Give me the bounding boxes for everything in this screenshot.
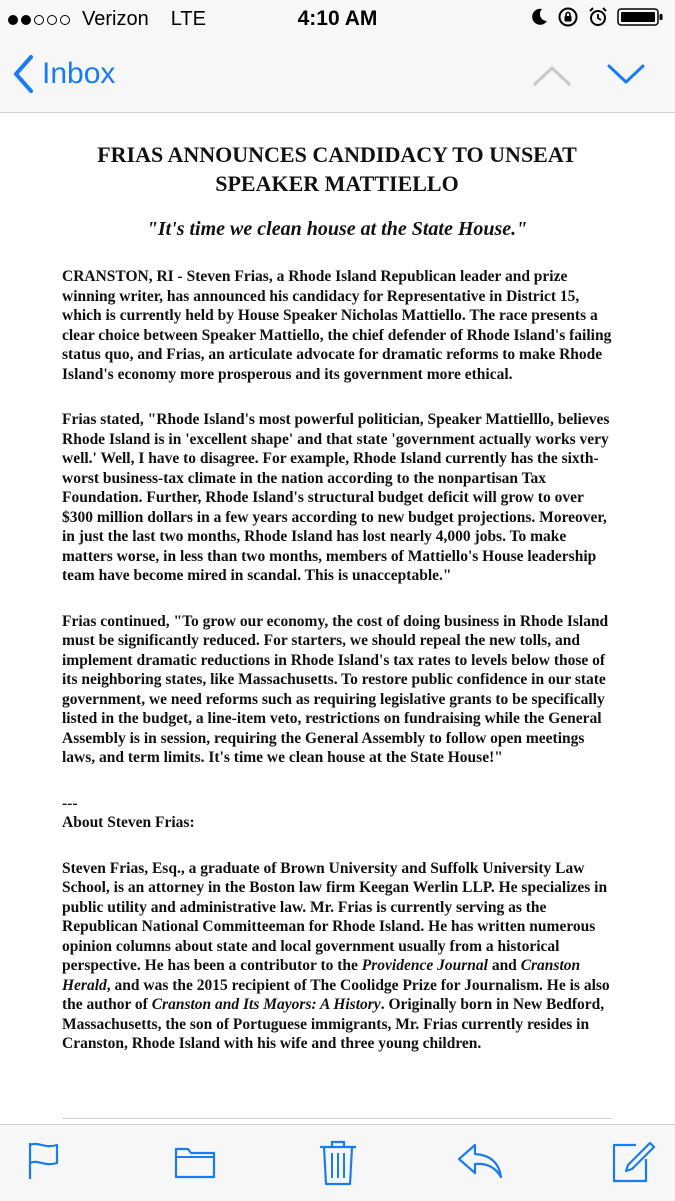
- compose-button[interactable]: [610, 1139, 656, 1190]
- orientation-lock-icon: [557, 6, 579, 28]
- headline-line-1: FRIAS ANNOUNCES CANDIDACY TO UNSEAT: [97, 142, 577, 167]
- about-section-header: [62, 794, 612, 833]
- email-headline: [62, 140, 612, 198]
- status-time: 4:10 AM: [297, 7, 378, 30]
- bio-text-2: , and was the 2015 recipient of The Coolidge Prize for Journalism. He is also the author of: [62, 976, 610, 1013]
- content-divider: [62, 1118, 612, 1119]
- status-bar: [0, 0, 675, 40]
- nav-bar: [0, 40, 675, 113]
- reply-button[interactable]: [455, 1139, 505, 1188]
- folder-icon: [172, 1139, 218, 1183]
- book-title: Cranston and Its Mayors: A History: [151, 996, 381, 1013]
- bio-text-1: Steven Frias, Esq., a graduate of Brown University and Suffolk University Law School, is an attorney in the Boston law firm Keegan Werlin LLP. He specializes in public utility and administrative law. Mr. Frias is currently serving as the Republican National Committeeman for Rhode Island. He has written numerous opinion columns about state and local government usually from a historical perspective. He has been a contributor to the: [62, 859, 608, 974]
- paragraph-frias-continued: Frias continued, "To grow our economy, the cost of doing business in Rhode Island must be significantly reduced. For starters, we should repeal the new tolls, and implement dramatic reductions in Rhode Island's tax rates to levels below those of its neighboring states, like Massachusetts. To restore public confidence in our state government, we need reforms such as requiring legislative grants to be specifically listed in the budget, a line-item veto, restrictions on fundraising while the General Assembly is in session, requiring the General Assembly to follow open meetings laws, and term limits. It's time we clean house at the State House!": [62, 612, 609, 766]
- compose-icon: [610, 1139, 656, 1185]
- headline-line-2: SPEAKER MATTIELLO: [215, 171, 459, 196]
- reply-icon: [455, 1139, 505, 1183]
- chevron-up-icon: [532, 60, 572, 90]
- trash-button[interactable]: [316, 1139, 360, 1192]
- next-message-button[interactable]: [606, 60, 646, 95]
- battery-icon: [617, 6, 665, 28]
- bio-text-and: and: [487, 957, 521, 974]
- publication-cranston-herald: Cranston Herald: [62, 957, 581, 994]
- carrier-name: Verizon: [82, 8, 149, 30]
- flag-button[interactable]: [24, 1139, 64, 1188]
- back-to-inbox-button[interactable]: [12, 54, 115, 94]
- paragraph-announcement: CRANSTON, RI - Steven Frias, a Rhode Island Republican leader and prize winning writer, has announced his candidacy for Representative in District 15, which is currently held by House Speaker Nicholas Mattiello. The race presents a clear choice between Speaker Mattiello, the chief defender of Rhode Island's failing status quo, and Frias, an articulate advocate for dramatic reforms to make Rhode Island's economy more prosperous and its government more ethical.: [62, 268, 612, 383]
- email-tagline: "It's time we clean house at the State House.": [146, 218, 528, 240]
- chevron-left-icon: [12, 54, 34, 94]
- separator-dashes: ---: [62, 794, 78, 812]
- previous-message-button[interactable]: [532, 60, 572, 95]
- alarm-icon: [587, 6, 609, 28]
- move-to-folder-button[interactable]: [172, 1139, 218, 1188]
- email-body: [62, 140, 612, 1054]
- flag-icon: [24, 1139, 64, 1183]
- back-label: Inbox: [42, 57, 116, 90]
- about-heading: About Steven Frias:: [62, 814, 195, 831]
- paragraph-biography: [62, 859, 612, 1054]
- status-right: [529, 6, 665, 28]
- chevron-down-icon: [606, 60, 646, 90]
- bio-text-3: . Originally born in New Bedford, Massachusetts, the son of Portuguese immigrants, Mr. Frias currently resides in Cranston, Rhode Island with his wife and three young children.: [62, 996, 605, 1052]
- publication-providence-journal: Providence Journal: [361, 957, 488, 974]
- paragraph-frias-stated: Frias stated, "Rhode Island's most powerful politician, Speaker Mattielllo, believes Rhode Island is in 'excellent shape' and that state 'government actually works very well.' Well, I have to disagree. For example, Rhode Island currently has the sixth-worst business-tax climate in the nation according to the nonpartisan Tax Foundation. Further, Rhode Island's structural budget deficit will grow to over $300 million dollars in a few years according to new budget projections. Moreover, in just the last two months, Rhode Island has lost nearly 4,000 jobs. To make matters worse, in less than two months, members of Mattiello's House leadership team have become mired in scandal. This is unacceptable.": [62, 411, 610, 584]
- network-type: LTE: [170, 8, 206, 30]
- bottom-toolbar: [0, 1124, 675, 1201]
- moon-icon: [529, 7, 549, 27]
- trash-icon: [316, 1139, 360, 1187]
